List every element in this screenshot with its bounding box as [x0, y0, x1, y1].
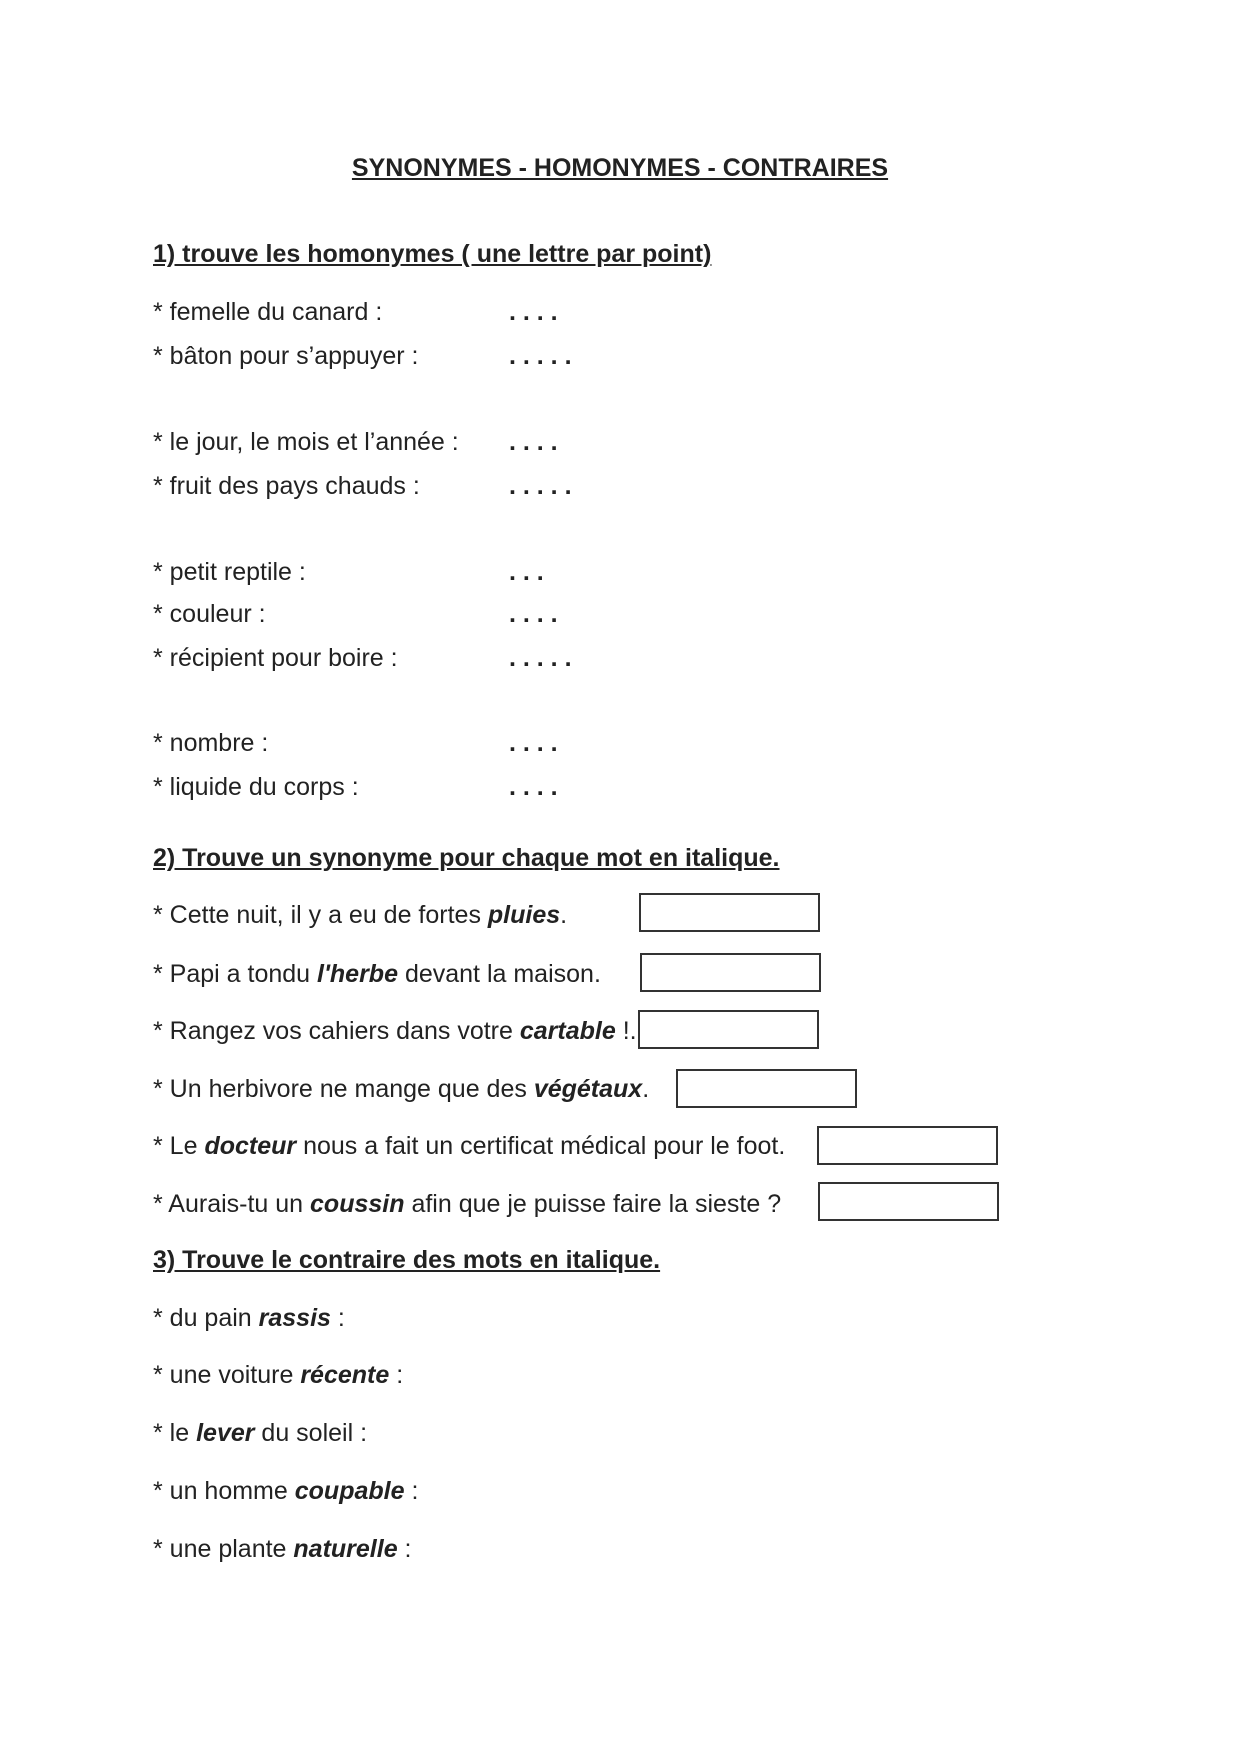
- sentence-text: * Papi a tondu: [153, 960, 318, 988]
- sentence-text: .: [560, 901, 568, 929]
- homonym-item: [0, 471, 1240, 501]
- phrase-text: * un homme: [153, 1477, 295, 1505]
- italic-word: rassis: [258, 1304, 331, 1332]
- homonym-clue: * bâton pour s’appuyer :: [153, 342, 419, 370]
- section-3-heading: 3) Trouve le contraire des mots en italique.: [153, 1246, 661, 1274]
- italic-word: lever: [196, 1419, 255, 1447]
- italic-word: coupable: [294, 1477, 405, 1505]
- italic-word: récente: [300, 1361, 390, 1389]
- homonym-item: [0, 643, 1240, 673]
- section-2-heading: 2) Trouve un synonyme pour chaque mot en italique.: [153, 844, 780, 872]
- synonym-item: [153, 1074, 649, 1104]
- answer-dots: . . . .: [509, 428, 558, 456]
- homonym-item: [0, 772, 1240, 802]
- phrase-text: * une voiture: [153, 1361, 301, 1389]
- italic-word: coussin: [310, 1190, 405, 1218]
- homonym-clue: * petit reptile :: [153, 558, 306, 586]
- antonym-item: [153, 1534, 412, 1564]
- answer-dots: . . . .: [509, 729, 558, 757]
- homonym-clue: * femelle du canard :: [153, 298, 383, 326]
- synonym-item: [153, 900, 567, 930]
- phrase-text: * du pain: [153, 1304, 259, 1332]
- answer-dots: . . . .: [509, 298, 558, 326]
- homonym-clue: * liquide du corps :: [153, 773, 359, 801]
- answer-dots: . . . . .: [509, 342, 572, 370]
- italic-word: pluies: [487, 901, 561, 929]
- answer-box: [639, 893, 820, 932]
- sentence-text: nous a fait un certificat médical pour le foot.: [296, 1132, 786, 1160]
- homonym-item: [0, 427, 1240, 457]
- answer-box: [676, 1069, 857, 1108]
- sentence-text: .: [642, 1075, 650, 1103]
- sentence-text: * Cette nuit, il y a eu de fortes: [153, 901, 488, 929]
- sentence-text: afin que je puisse faire la sieste ?: [404, 1190, 782, 1218]
- homonym-item: [0, 341, 1240, 371]
- answer-box: [818, 1182, 999, 1221]
- homonym-clue: * récipient pour boire :: [153, 644, 398, 672]
- answer-dots: . . . .: [509, 600, 558, 628]
- homonym-item: [0, 599, 1240, 629]
- answer-dots: . . . . .: [509, 644, 572, 672]
- phrase-text: du soleil :: [254, 1419, 368, 1447]
- phrase-text: * une plante: [153, 1535, 294, 1563]
- homonym-clue: * nombre :: [153, 729, 269, 757]
- sentence-text: * Rangez vos cahiers dans votre: [153, 1017, 520, 1045]
- antonym-item: [153, 1360, 403, 1390]
- sentence-text: devant la maison.: [398, 960, 601, 988]
- answer-dots: . . . . .: [509, 472, 572, 500]
- answer-box: [640, 953, 821, 992]
- sentence-text: * Aurais-tu un: [153, 1190, 311, 1218]
- sentence-text: * Le: [153, 1132, 205, 1160]
- answer-dots: . . .: [509, 558, 544, 586]
- synonym-item: [153, 1016, 637, 1046]
- phrase-text: * le: [153, 1419, 197, 1447]
- section-1-heading: 1) trouve les homonymes ( une lettre par point): [153, 240, 712, 268]
- antonym-item: [153, 1418, 367, 1448]
- synonym-item: [153, 1131, 785, 1161]
- phrase-text: :: [404, 1477, 419, 1505]
- phrase-text: :: [397, 1535, 412, 1563]
- antonym-item: [153, 1303, 345, 1333]
- italic-word: végétaux: [533, 1075, 643, 1103]
- homonym-clue: * fruit des pays chauds :: [153, 472, 420, 500]
- italic-word: cartable: [519, 1017, 616, 1045]
- answer-box: [817, 1126, 998, 1165]
- synonym-item: [153, 959, 601, 989]
- italic-word: naturelle: [293, 1535, 398, 1563]
- homonym-item: [0, 557, 1240, 587]
- sentence-text: !.: [615, 1017, 637, 1045]
- homonym-item: [0, 728, 1240, 758]
- page-title: SYNONYMES - HOMONYMES - CONTRAIRES: [351, 154, 889, 182]
- synonym-item: [153, 1189, 781, 1219]
- sentence-text: * Un herbivore ne mange que des: [153, 1075, 534, 1103]
- antonym-item: [153, 1476, 418, 1506]
- homonym-item: [0, 297, 1240, 327]
- homonym-clue: * couleur :: [153, 600, 266, 628]
- answer-dots: . . . .: [509, 773, 558, 801]
- phrase-text: :: [389, 1361, 404, 1389]
- homonym-clue: * le jour, le mois et l’année :: [153, 428, 459, 456]
- italic-word: docteur: [204, 1132, 297, 1160]
- answer-box: [638, 1010, 819, 1049]
- italic-word: l'herbe: [317, 960, 398, 988]
- phrase-text: :: [330, 1304, 345, 1332]
